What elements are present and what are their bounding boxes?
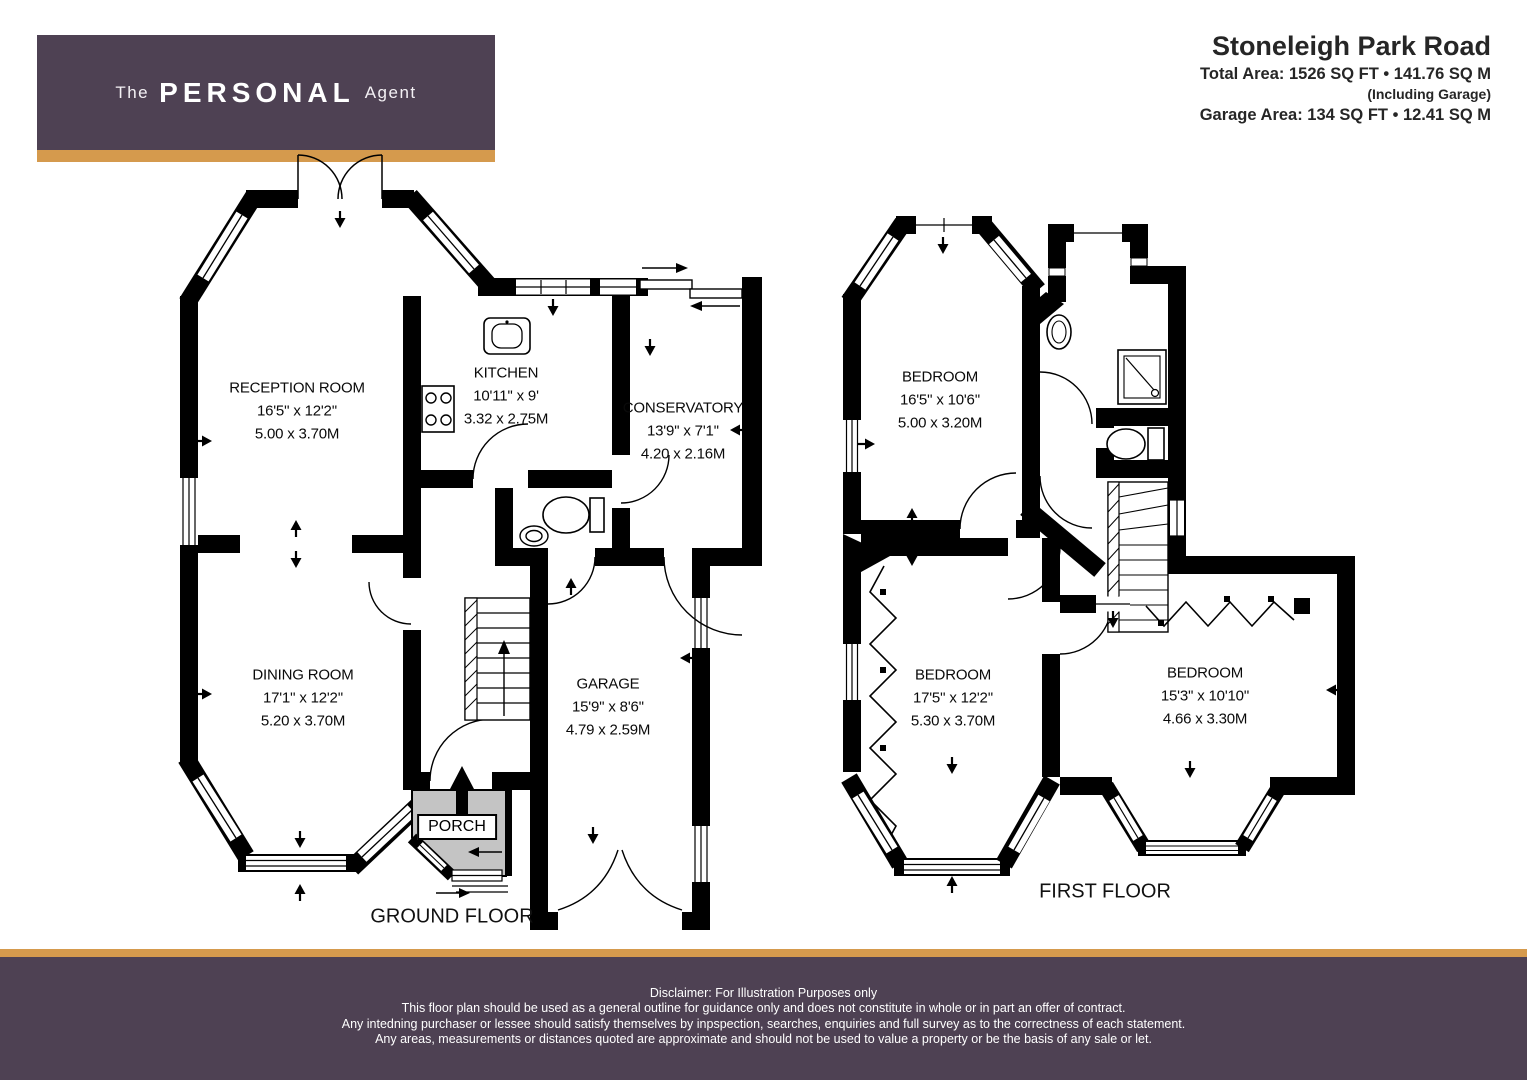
hob-icon — [422, 386, 454, 432]
room-dims-imperial: 10'11'' x 9' — [473, 387, 539, 405]
shower-icon — [1118, 350, 1166, 404]
room-label-bedroom3 — [1161, 662, 1249, 731]
room-label-reception — [229, 377, 365, 446]
room-dims-imperial: 15'9'' x 8'6'' — [572, 698, 644, 716]
disclaimer-line: Disclaimer: For Illustration Purposes only — [649, 986, 878, 1000]
first-floor-plan — [843, 216, 1355, 893]
sliding-door-arrows — [640, 263, 742, 311]
bedroom1-bay-window — [849, 218, 1038, 303]
page-title: Stoneleigh Park Road — [1211, 31, 1491, 61]
room-dims-metric: 4.79 x 2.59M — [565, 721, 651, 739]
logo-personal: PERSONAL — [159, 76, 355, 108]
room-dims-imperial: 16'5'' x 12'2'' — [256, 402, 338, 420]
room-name: DINING ROOM — [252, 666, 354, 684]
room-dims-imperial: 17'1'' x 12'2'' — [262, 689, 344, 707]
garage-doors — [558, 850, 682, 910]
room-dims-metric: 5.00 x 3.70M — [254, 425, 340, 443]
logo-the: The — [115, 82, 150, 102]
wash-basin-icon — [1047, 315, 1071, 349]
sink-icon — [484, 318, 530, 354]
room-dims-metric: 4.20 x 2.16M — [640, 445, 726, 463]
toilet-icon — [543, 497, 604, 533]
logo-agent: Agent — [364, 82, 417, 102]
room-name: BEDROOM — [901, 368, 979, 386]
ground-floor-caption: GROUND FLOOR — [370, 905, 534, 928]
disclaimer-line: Any intedning purchaser or lessee should satisfy themselves by inpspection, searches, enquiries and full survey as to the correctness of each statement. — [341, 1016, 1186, 1031]
dining-bay-window — [186, 758, 424, 870]
room-label-garage — [566, 673, 650, 742]
disclaimer-line: Any areas, measurements or distances quoted are approximate and should not be used to value a property or be the basis of any sale or let. — [375, 1031, 1152, 1046]
first-walls — [843, 216, 1355, 876]
room-name: CONSERVATORY — [622, 399, 744, 417]
garage-area-text: Garage Area: 134 SQ FT • 12.41 SQ M — [1199, 106, 1491, 124]
french-doors — [298, 155, 382, 199]
room-dims-metric: 5.00 x 3.20M — [897, 414, 983, 432]
room-name: PORCH — [428, 818, 486, 835]
first-floor-caption: FIRST FLOOR — [1039, 880, 1171, 903]
room-name: GARAGE — [576, 675, 640, 693]
disclaimer-line: This floor plan should be used as a general outline for guidance only and does not constitute in whole or in part an offer of contract. — [401, 1001, 1126, 1016]
disclaimer-text — [0, 986, 1527, 1047]
room-label-kitchen — [464, 362, 548, 431]
room-dims-metric: 5.20 x 3.70M — [260, 712, 346, 730]
window — [183, 478, 195, 545]
room-name: RECEPTION ROOM — [229, 379, 365, 397]
room-name: BEDROOM — [914, 666, 992, 684]
including-garage-text: (Including Garage) — [1367, 86, 1491, 102]
room-dims-metric: 3.32 x 2.75M — [463, 410, 549, 428]
room-name: BEDROOM — [1166, 664, 1244, 682]
staircase-icon — [465, 598, 530, 720]
kitchen-window — [516, 280, 636, 295]
room-dims-metric: 5.30 x 3.70M — [910, 712, 996, 730]
room-dims-imperial: 13'9'' x 7'1'' — [647, 422, 719, 440]
window — [1096, 597, 1130, 612]
landing-wall — [1026, 508, 1100, 570]
room-name: KITCHEN — [473, 364, 539, 382]
total-area-text: Total Area: 1526 SQ FT • 141.76 SQ M — [1200, 65, 1491, 83]
room-dims-imperial: 15'3'' x 10'10'' — [1160, 687, 1250, 705]
room-label-dining — [252, 664, 353, 733]
room-label-porch — [417, 814, 497, 840]
room-dims-metric: 4.66 x 3.30M — [1162, 710, 1248, 728]
footer-gold-bar — [0, 949, 1527, 957]
room-dims-imperial: 16'5'' x 10'6'' — [899, 391, 981, 409]
room-label-conservatory — [623, 397, 743, 466]
room-dims-imperial: 17'5'' x 12'2'' — [912, 689, 994, 707]
toilet-icon — [1107, 428, 1164, 460]
bedroom3-bay-window — [1106, 786, 1280, 854]
wash-basin-icon — [520, 526, 548, 546]
room-label-bedroom2 — [911, 664, 995, 733]
room-label-bedroom1 — [898, 366, 982, 435]
